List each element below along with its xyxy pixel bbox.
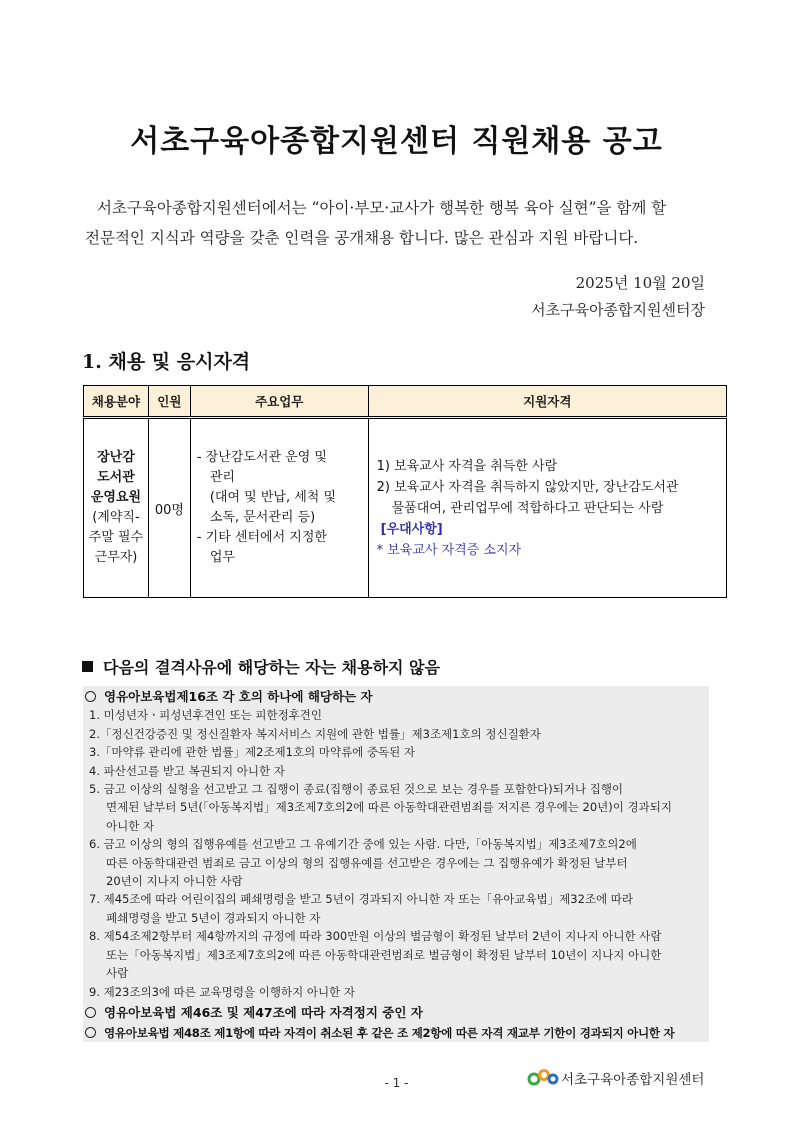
- field-line: 근무자): [94, 550, 138, 565]
- preference-item: * 보육교사 자격증 소지자: [376, 542, 522, 558]
- header-field: 채용분야: [84, 386, 149, 418]
- table-row: [84, 418, 727, 598]
- disqualification-list: [83, 688, 709, 1001]
- intro-line: 전문적인 지식과 역량을 갖춘 인력을 공개채용 합니다. 많은 관심과 지원 바랍니다.: [85, 229, 639, 247]
- center-logo-icon: [527, 1066, 561, 1088]
- duty-line: - 기타 센터에서 지정한: [196, 530, 327, 545]
- tail-text: 영유아보육법 제46조 및 제47조에 따라 자격정지 중인 자: [104, 1005, 423, 1020]
- section-2-title: [82, 655, 440, 678]
- list-item: 6. 금고 이상의 형의 집행유예를 선고받고 그 유예기간 중에 있는 사람. 다만,「아동복지법」제3조제7호의2에: [89, 837, 637, 852]
- section-1-title: 1. 채용 및 응시자격: [82, 351, 251, 373]
- table-header-row: [84, 386, 727, 418]
- header-count: 인원: [148, 386, 190, 418]
- section-2-label: 다음의 결격사유에 해당하는 자는 채용하지 않음: [103, 658, 440, 677]
- list-item-continued: 면제된 날부터 5년(「아동복지법」제3조제7호의2에 따른 아동학대관련범죄를 저지른 경우에는 20년)이 경과되지: [106, 800, 672, 815]
- announcement-date: 2025년 10월 20일: [575, 274, 705, 292]
- list-item-continued: 사람: [106, 966, 129, 981]
- field-line: 도서관: [97, 470, 135, 485]
- page-number: - 1 -: [384, 1076, 409, 1090]
- list-item-continued: 폐쇄명령을 받고 5년이 경과되지 아니한 자: [106, 910, 321, 925]
- field-line: 운영요원: [90, 490, 142, 505]
- footer-org-name: 서초구육아종합지원센터: [561, 1072, 705, 1088]
- list-item: 3.「마약류 관리에 관한 법률」제2조제1호의 마약류에 중독된 자: [89, 745, 416, 760]
- cell-field: [84, 418, 149, 598]
- field-line: (계약직-: [92, 510, 140, 525]
- list-item-continued: 따른 아동학대관련 범죄로 금고 이상의 형의 집행유예를 선고받은 경우에는 그 집행유예가 확정된 날부터: [106, 855, 628, 870]
- duty-line: (대여 및 반납, 세척 및: [209, 490, 337, 505]
- list-item: 9. 제23조의3에 따른 교육명령을 이행하지 아니한 자: [89, 984, 355, 999]
- tail-item: [83, 1023, 723, 1044]
- head-text: 영유아보육법제16조 각 호의 하나에 해당하는 자: [104, 689, 373, 704]
- cell-count: 00명: [148, 418, 190, 598]
- duty-line: 업무: [209, 550, 235, 565]
- circle-bullet-icon: [85, 691, 96, 702]
- duty-line: 소독, 문서관리 등): [209, 510, 316, 525]
- field-line: 주말 필수: [88, 530, 144, 545]
- black-square-icon: [82, 661, 93, 672]
- signer: 서초구육아종합지원센터장: [531, 301, 705, 319]
- list-item: 1. 미성년자ㆍ피성년후견인 또는 피한정후견인: [89, 708, 323, 723]
- footer-logo: [527, 1066, 717, 1088]
- list-item: 4. 파산선고를 받고 복권되지 아니한 자: [89, 763, 285, 778]
- cell-duties: [190, 418, 368, 598]
- header-qualifications: 지원자격: [368, 386, 726, 418]
- cell-qualifications: [368, 418, 726, 598]
- qual-line: 물품대여, 관리업무에 적합하다고 판단되는 사람: [391, 500, 664, 516]
- list-item: 8. 제54조제2항부터 제4항까지의 규정에 따라 300만원 이상의 벌금형이 확정된 날부터 2년이 지나지 아니한 사람: [89, 929, 662, 944]
- additional-disqualifications: [83, 1002, 723, 1044]
- page-title: 서초구육아종합지원센터 직원채용 공고: [130, 124, 663, 159]
- list-item-continued: 20년이 지나지 아니한 사람: [106, 874, 243, 889]
- header-duties: 주요업무: [190, 386, 368, 418]
- qual-line: 1) 보육교사 자격을 취득한 사람: [376, 458, 558, 474]
- field-line: 장난감: [97, 450, 135, 465]
- intro-paragraph: [85, 193, 710, 253]
- intro-line: 서초구육아종합지원센터에서는 “아이·부모·교사가 행복한 행복 육아 실현”을 함께 할: [97, 199, 667, 217]
- disqualification-head: [83, 688, 709, 706]
- duty-line: 관리: [209, 470, 235, 485]
- circle-bullet-icon: [85, 1027, 96, 1038]
- circle-bullet-icon: [85, 1007, 96, 1018]
- preference-title: [우대사항]: [380, 521, 443, 537]
- list-item: 7. 제45조에 따라 어린이집의 폐쇄명령을 받고 5년이 경과되지 아니한 자 또는「유아교육법」제32조에 따라: [89, 892, 634, 907]
- list-item: 5. 금고 이상의 실형을 선고받고 그 집행이 종료(집행이 종료된 것으로 보는 경우를 포함한다)되거나 집행이: [89, 782, 624, 797]
- duty-line: - 장난감도서관 운영 및: [196, 450, 327, 465]
- list-item: 2.「정신건강증진 및 정신질환자 복지서비스 지원에 관한 법률」제3조제1호의 정신질환자: [89, 726, 541, 741]
- list-item-continued: 아니한 자: [106, 818, 155, 833]
- qual-line: 2) 보육교사 자격을 취득하지 않았지만, 장난감도서관: [376, 479, 679, 495]
- tail-text: 영유아보육법 제48조 제1항에 따라 자격이 취소된 후 같은 조 제2항에 따른 자격 재교부 기한이 경과되지 아니한 자: [104, 1026, 675, 1040]
- recruitment-table: [83, 385, 727, 598]
- list-item-continued: 또는「아동복지법」제3조제7호의2에 따른 아동학대관련범죄로 벌금형이 확정된 날부터 10년이 지나지 아니한: [106, 947, 662, 962]
- tail-item: [83, 1002, 723, 1023]
